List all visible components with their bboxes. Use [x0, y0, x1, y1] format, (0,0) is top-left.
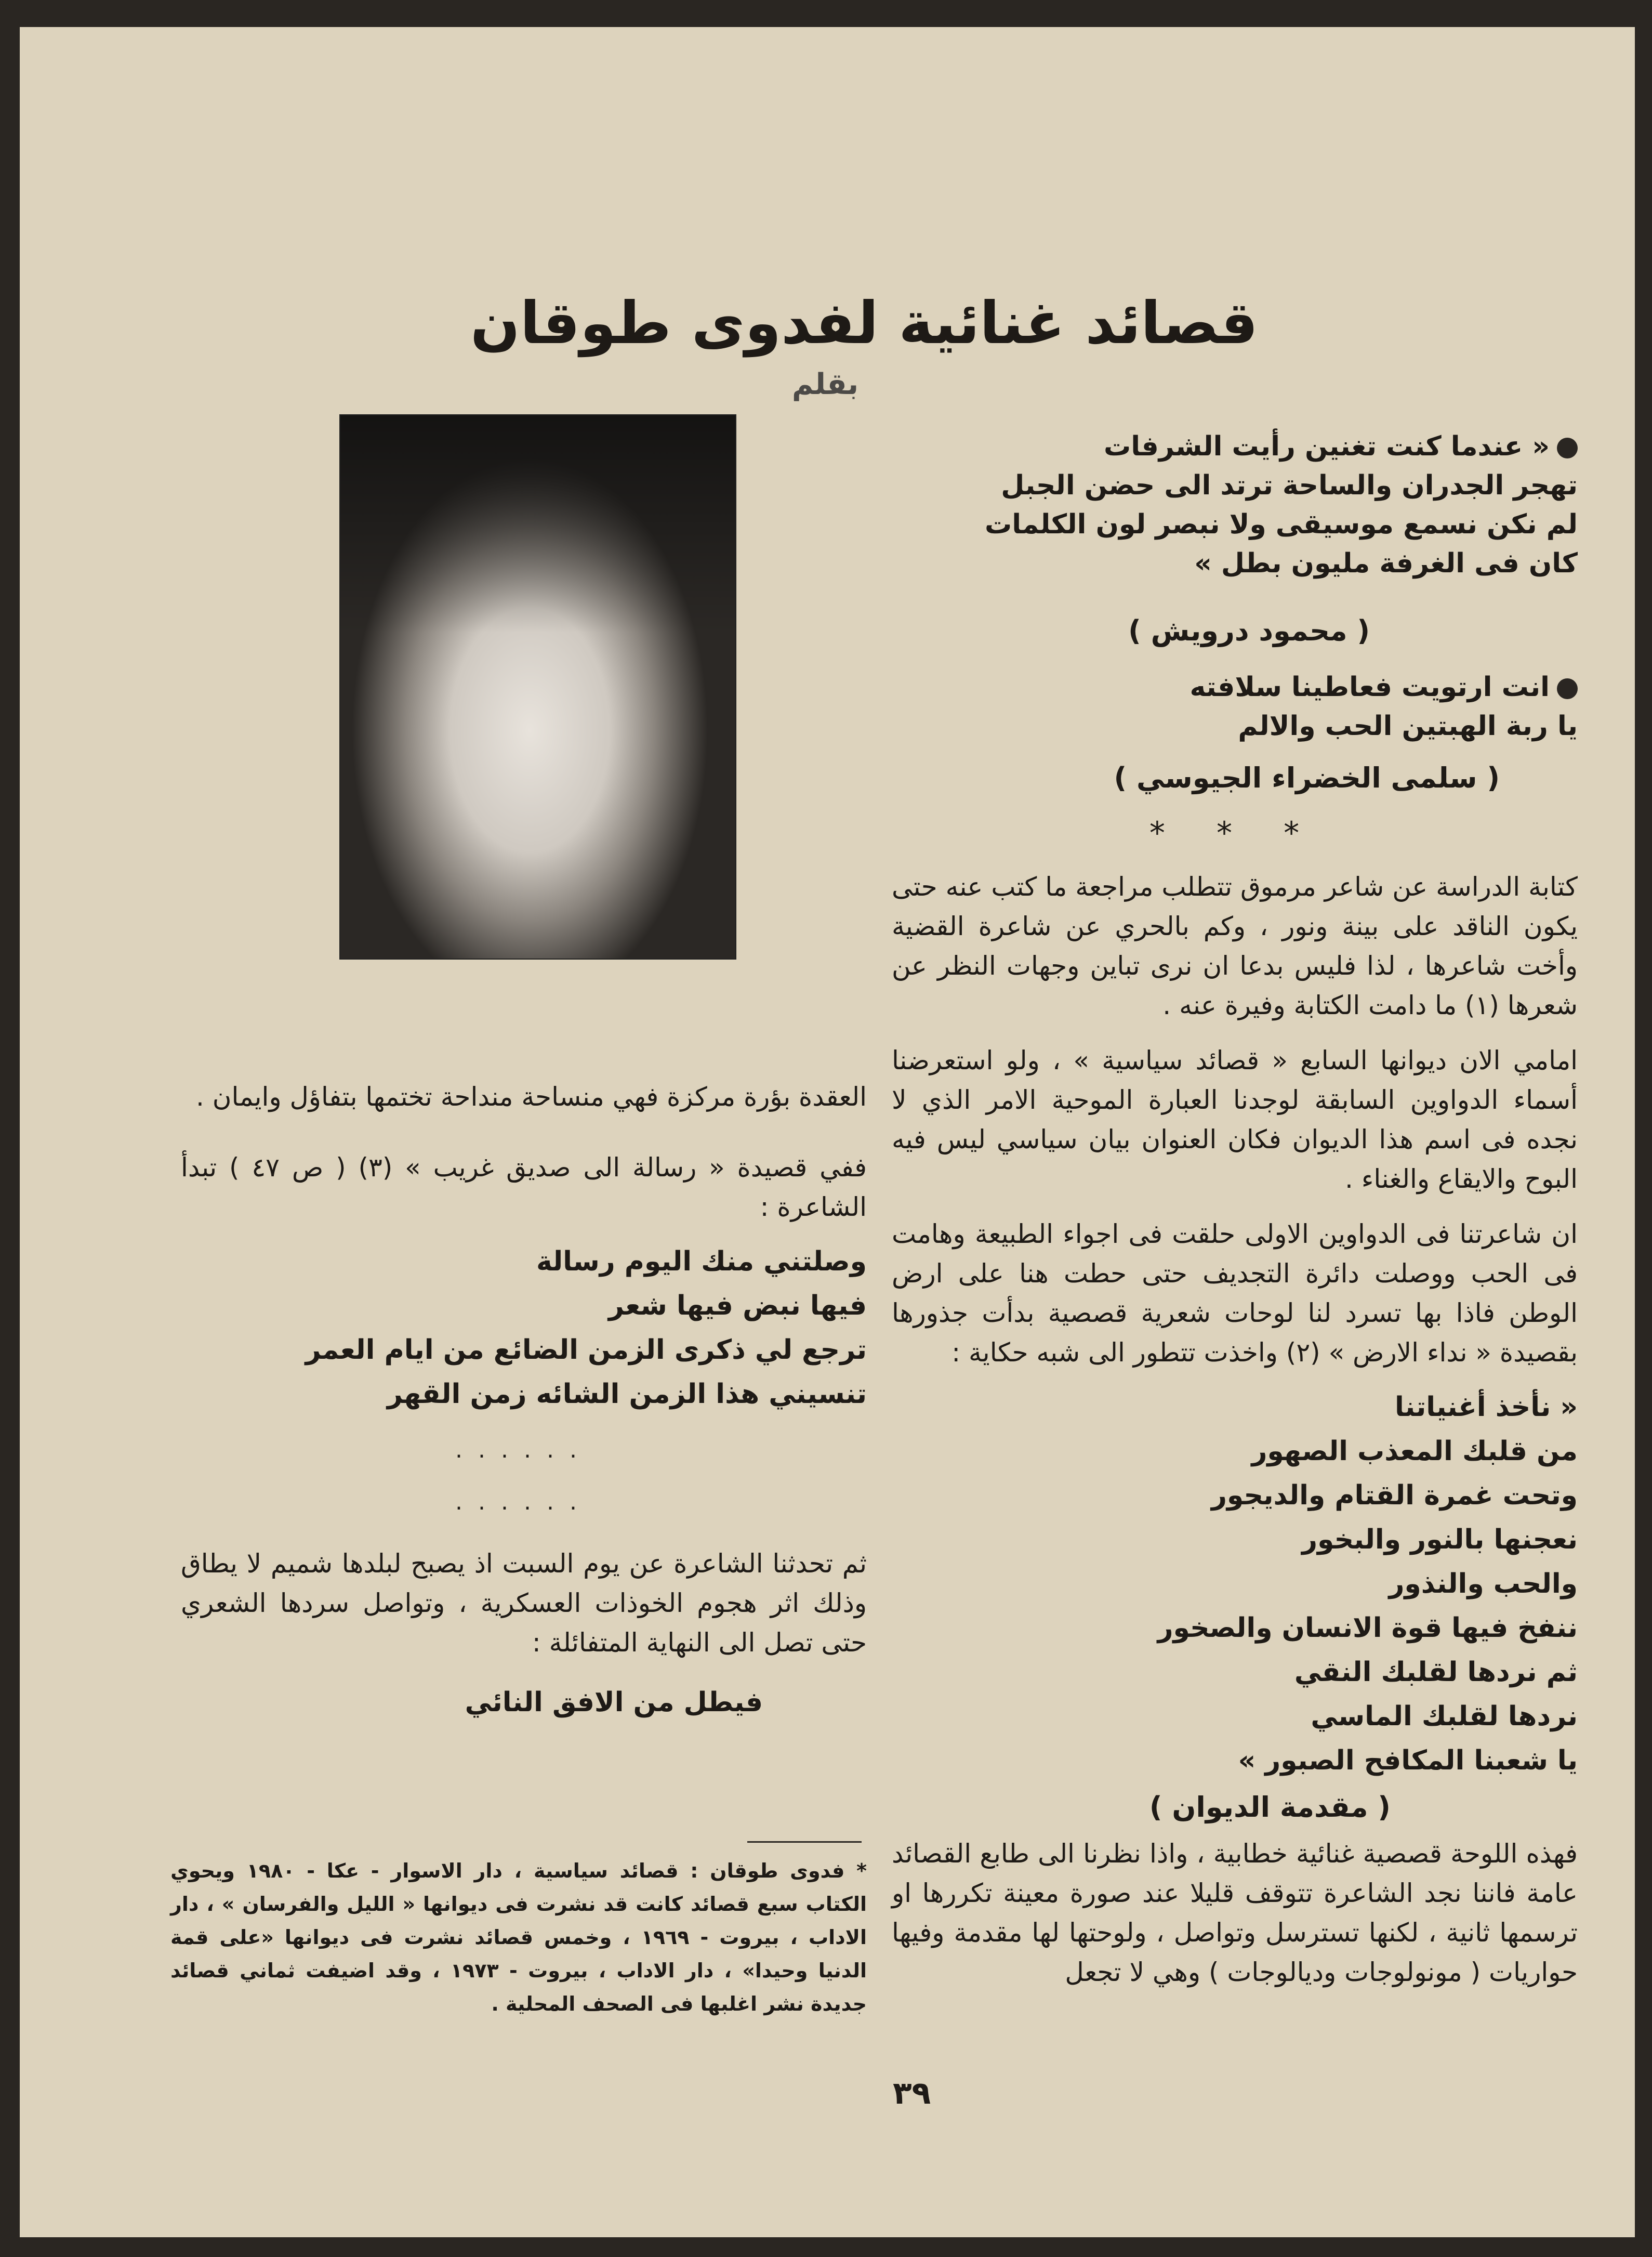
poem-line: والحب والنذور [1389, 1568, 1578, 1599]
footnote-rule [747, 1841, 862, 1843]
dots-divider: ...... [455, 1489, 592, 1515]
paragraph: ففي قصيدة « رسالة الى صديق غريب » (٣) ( ص ٤٧ ) تبدأ الشاعرة : [181, 1152, 867, 1222]
poem-line: نعجنها بالنور والبخور [1302, 1524, 1578, 1555]
footnote: * فدوى طوقان : قصائد سياسية ، دار الاسوار - عكا - ١٩٨٠ ويحوي الكتاب سبع قصائد كانت قد نشرت فى ديوانها « الليل والفرسان » ، دار الاداب ، بيروت - ١٩٦٩ ، وخمس قصائد نشرت فى ديوانها «على قمة الدنيا وحيدا» ، دار الاداب ، بيروت - ١٩٧٣ ، وقد اضيفت ثماني قصائد جديدة نشر اغلبها فى الصحف المحلية . [170, 1859, 867, 2015]
section-divider-stars: * * * [1149, 815, 1320, 851]
paragraph: العقدة بؤرة مركزة فهي منساحة منداحة تختمها بتفاؤل وايمان . [195, 1082, 867, 1112]
poem-source: ( مقدمة الديوان ) [1149, 1791, 1391, 1823]
poem-line: ننفخ فيها قوة الانسان والصخور [1157, 1612, 1578, 1644]
poem-line: وتحت غمرة القتام والديجور [1211, 1480, 1578, 1511]
page-number: ٣٩ [893, 2075, 931, 2111]
verse-line: « عندما كنت تغنين رأيت الشرفات [892, 427, 1578, 466]
verse-line: كان فى الغرفة مليون بطل » [1194, 548, 1578, 579]
epigraph-darwish [892, 427, 1578, 647]
paragraph: امامي الان ديوانها السابع « قصائد سياسية » ، ولو استعرضنا أسماء الدواوين السابقة لوجدنا العبارة الموحية الامر الذي لا نجده فى اسم هذا الديوان فكان العنوان بيان سياسي ليس فيه البوح والايقاع والغناء . [892, 1045, 1578, 1194]
poem-line: « نأخذ أغنياتنا [1395, 1392, 1578, 1423]
poem-line: فيها نبض فيها شعر [608, 1290, 867, 1321]
poem-line: يا شعبنا المكافح الصبور » [1238, 1745, 1578, 1776]
epigraph-author: ( محمود درويش ) [1128, 614, 1370, 647]
right-column [892, 427, 1578, 2007]
poem-line: نردها لقلبك الماسي [1311, 1701, 1578, 1732]
photo-shading [340, 415, 735, 633]
dots-divider: ...... [455, 1437, 592, 1463]
poem-line: من قلبك المعذب الصهور [1251, 1436, 1578, 1467]
left-column [181, 1077, 867, 1727]
verse-line: تهجر الجدران والساحة ترتد الى حضن الجبل [1001, 470, 1578, 501]
epigraph-jayyusi [892, 668, 1578, 794]
poem-line: وصلتني منك اليوم رسالة [536, 1246, 867, 1277]
paragraph: كتابة الدراسة عن شاعر مرموق تتطلب مراجعة ما كتب عنه حتى يكون الناقد على بينة ونور ، وكم بالحري عن شاعرة القضية وأخت شاعرها ، لذا فليس بدعا ان نرى تباين وجهات النظر عن شعرها (١) ما دامت الكتابة وفيرة عنه . [892, 872, 1578, 1020]
verse-line: يا ربة الهبتين الحب والالم [1238, 711, 1578, 742]
quoted-poem [892, 1388, 1578, 1823]
article-title: قصائد غنائية لفدوى طوقان [470, 290, 1258, 357]
quoted-poem [181, 1242, 867, 1414]
epigraph-author: ( سلمى الخضراء الجيوسي ) [1114, 762, 1500, 794]
bullet-icon [1557, 678, 1578, 699]
verse-line: لم نكن نسمع موسيقى ولا نبصر لون الكلمات [985, 509, 1578, 540]
paragraph: ان شاعرتنا فى الدواوين الاولى حلقت فى اجواء الطبيعة وهامت فى الحب ووصلت دائرة التجديف حتى حطت هنا على ارض الوطن فاذا بها تسرد لنا لوحات شعرية قصصية بدأت جذورها بقصيدة « نداء الارض » (٢) واخذت تتطور الى شبه حكاية : [892, 1219, 1578, 1368]
verse-line: انت ارتويت فعاطينا سلافته [892, 668, 1578, 707]
poem-line: ترجع لي ذكرى الزمن الضائع من ايام العمر [305, 1334, 867, 1366]
author-photo [339, 414, 736, 960]
bullet-icon [1557, 438, 1578, 458]
author-byline: بقلم [791, 368, 859, 401]
poem-line: فيطل من الافق النائي [465, 1687, 763, 1718]
magazine-page [20, 27, 1635, 2237]
poem-line: ثم نردها لقلبك النقي [1294, 1657, 1578, 1688]
paragraph: فهذه اللوحة قصصية غنائية خطابية ، واذا نظرنا الى طابع القصائد عامة فاننا نجد الشاعرة تتوقف قليلا عند صورة معينة تكررها او ترسمها ثانية ، لكنها تسترسل وتواصل ، ولوحتها لها مقدمة وفيها حواريات ( مونولوجات وديالوجات ) وهي لا تجعل [892, 1839, 1578, 1987]
paragraph: ثم تحدثنا الشاعرة عن يوم السبت اذ يصبح لبلدها شميم لا يطاق وذلك اثر هجوم الخوذات العسكرية ، وتواصل سردها الشعري حتى تصل الى النهاية المتفائلة : [181, 1549, 867, 1658]
poem-line: تنسيني هذا الزمن الشائه زمن القهر [387, 1379, 867, 1410]
